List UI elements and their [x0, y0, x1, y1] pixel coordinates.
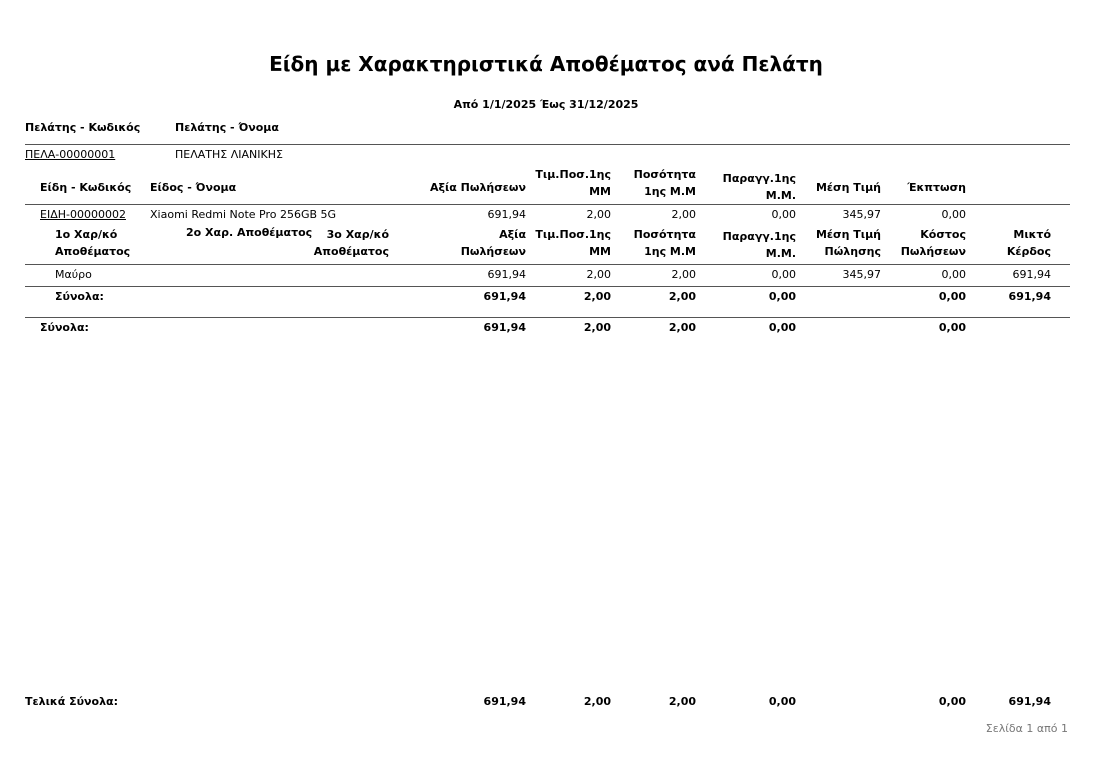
char-sales-header: Αξία Πωλήσεων: [460, 228, 526, 258]
char-qty-value: 2,00: [671, 268, 696, 281]
char-profit-header: Μικτό Κέρδος: [1006, 228, 1051, 258]
item-discount: 0,00: [941, 208, 966, 221]
grand-totals-production: 0,00: [768, 695, 796, 708]
avg-price-header: Μέση Τιμή: [815, 181, 881, 194]
item-production: 0,00: [771, 208, 796, 221]
item-totals-production: 0,00: [768, 290, 796, 303]
char-cost-header: Κόστος Πωλήσεων: [900, 228, 966, 258]
grand-totals-qty: 2,00: [668, 695, 696, 708]
discount-header: Έκπτωση: [907, 181, 966, 194]
item-code-link[interactable]: ΕΙΔΗ-00000002: [40, 208, 126, 221]
divider: [25, 204, 1070, 205]
char1-header: 1ο Χαρ/κό Αποθέματος: [55, 228, 131, 258]
char1-value: Μαύρο: [55, 268, 92, 281]
item-qty1-price: 2,00: [586, 208, 611, 221]
item-sales-value: 691,94: [487, 208, 526, 221]
char3-header: 3ο Χαρ/κό Αποθέματος: [313, 228, 389, 258]
item-totals-qty1-price: 2,00: [583, 290, 611, 303]
item-totals-label: Σύνολα:: [55, 290, 104, 303]
customer-totals-discount: 0,00: [938, 321, 966, 334]
divider: [25, 317, 1070, 318]
qty-header: Ποσότητα 1ης Μ.Μ: [633, 168, 696, 198]
qty1-price-header: Τιμ.Ποσ.1ης ΜΜ: [535, 168, 611, 198]
divider: [25, 264, 1070, 265]
grand-totals-qty1-price: 2,00: [583, 695, 611, 708]
char-qty-header: Ποσότητα 1ης Μ.Μ: [633, 228, 696, 258]
sales-value-header: Αξία Πωλήσεων: [430, 181, 526, 194]
item-avg-price: 345,97: [842, 208, 881, 221]
char-profit-value: 691,94: [1012, 268, 1051, 281]
page-number: Σελίδα 1 από 1: [985, 722, 1068, 735]
customer-code-link[interactable]: ΠΕΛΑ-00000001: [25, 148, 116, 161]
grand-totals-sales: 691,94: [483, 695, 526, 708]
item-name-header: Είδος - Όνομα: [150, 181, 237, 194]
item-totals-cost: 0,00: [938, 290, 966, 303]
customer-totals-qty: 2,00: [668, 321, 696, 334]
char-avg-price-value: 345,97: [842, 268, 881, 281]
divider: [25, 144, 1070, 145]
char-sales-value: 691,94: [487, 268, 526, 281]
report-title: Είδη με Χαρακτηριστικά Αποθέματος ανά Πελάτη: [269, 52, 823, 76]
item-qty: 2,00: [671, 208, 696, 221]
item-name: Xiaomi Redmi Note Pro 256GB 5G: [150, 208, 337, 221]
customer-totals-qty1-price: 2,00: [583, 321, 611, 334]
char-avg-price-header: Μέση Τιμή Πώλησης: [815, 228, 881, 258]
item-totals-sales: 691,94: [483, 290, 526, 303]
customer-totals-label: Σύνολα:: [40, 321, 89, 334]
item-totals-profit: 691,94: [1008, 290, 1051, 303]
grand-totals-profit: 691,94: [1008, 695, 1051, 708]
char-qty1-price-header: Τιμ.Ποσ.1ης ΜΜ: [535, 228, 611, 258]
char-production-value: 0,00: [771, 268, 796, 281]
customer-name-header: Πελάτης - Όνομα: [175, 121, 279, 134]
divider: [25, 286, 1070, 287]
customer-totals-production: 0,00: [768, 321, 796, 334]
grand-totals-label: Τελικά Σύνολα:: [25, 695, 118, 708]
char2-header: 2ο Χαρ. Αποθέματος: [186, 226, 313, 239]
item-code-header: Είδη - Κωδικός: [40, 181, 132, 194]
customer-totals-sales: 691,94: [483, 321, 526, 334]
production-header: Παραγγ.1ης Μ.Μ.: [722, 172, 796, 202]
char-qty1-price-value: 2,00: [586, 268, 611, 281]
char-cost-value: 0,00: [941, 268, 966, 281]
char-production-header: Παραγγ.1ης Μ.Μ.: [722, 230, 796, 260]
report-period: Από 1/1/2025 Έως 31/12/2025: [453, 98, 639, 111]
customer-code-header: Πελάτης - Κωδικός: [25, 121, 141, 134]
item-totals-qty: 2,00: [668, 290, 696, 303]
grand-totals-cost: 0,00: [938, 695, 966, 708]
customer-name: ΠΕΛΑΤΗΣ ΛΙΑΝΙΚΗΣ: [175, 148, 283, 161]
